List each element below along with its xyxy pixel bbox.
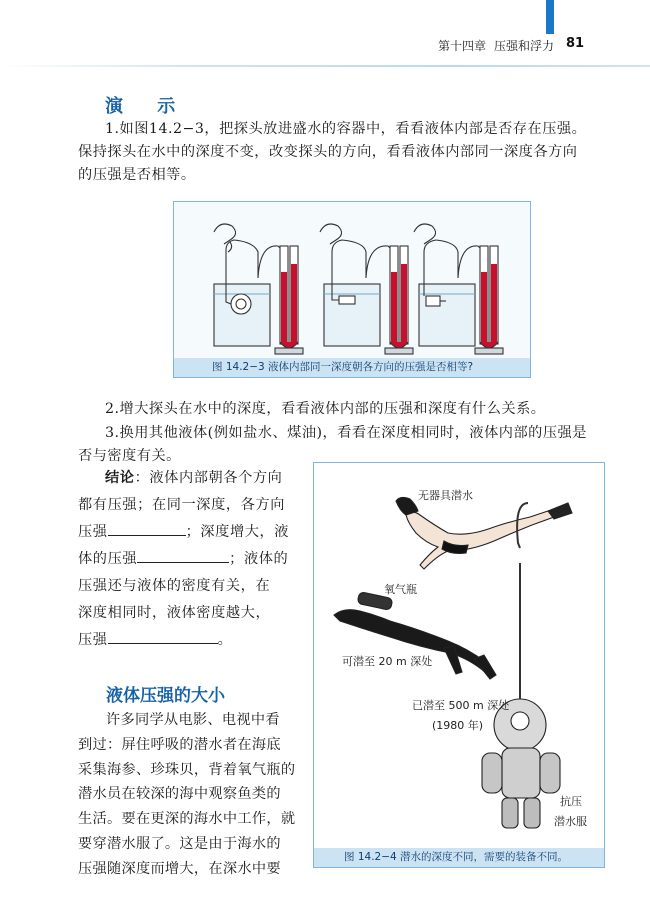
body-line: 许多同学从电影、电视中看 [106, 712, 280, 728]
conclusion-line4b: ；液体的 [229, 551, 289, 567]
demo-p1-line1: 1.如图14.2−3，把探头放进盛水的容器中，看看液体内部是否存在压强。 [105, 121, 587, 137]
conclusion-line3a: 压强 [78, 524, 108, 540]
pressure-probe-illustration [174, 202, 530, 377]
chapter-number: 第十四章 [438, 39, 487, 53]
demo-p1-line2: 保持探头在水中的深度不变，改变探头的方向，看看液体内部同一深度各方向 [78, 144, 578, 160]
fill-in-blank-2[interactable] [137, 547, 229, 563]
chapter-title: 压强和浮力 [494, 39, 555, 53]
section-heading-liquid-pressure: 液体压强的大小 [106, 686, 225, 706]
label-20m-depth: 可潜至 20 m 深处 [342, 655, 433, 668]
label-year-1980: (1980 年) [432, 719, 484, 732]
fill-in-blank-1[interactable] [108, 520, 186, 536]
demo-p3-line1: 3.换用其他液体(例如盐水、煤油)，看看在深度相同时，液体内部的压强是 [105, 425, 587, 441]
conclusion-line7a: 压强 [78, 632, 108, 648]
label-500m-depth: 已潜至 500 m 深处 [412, 699, 510, 712]
label-diving-suit: 潜水服 [554, 815, 587, 828]
conclusion-block [78, 465, 304, 654]
body-line: 要穿潜水服了。这是由于海水的 [78, 835, 281, 852]
label-oxygen-tank: 氧气瓶 [384, 583, 417, 596]
body-line: 采集海参、珍珠贝，背着氧气瓶的 [78, 761, 296, 778]
body-line: 潜水员在较深的海中观察鱼类的 [78, 786, 281, 803]
body-line: 压强随深度而增大，在深水中要 [78, 860, 281, 877]
running-header [438, 37, 562, 54]
conclusion-line3b: ；深度增大，液 [185, 524, 290, 540]
demo-heading: 演 示 [105, 96, 190, 117]
label-free-diving: 无器具潜水 [418, 489, 473, 502]
body-line: 到过：屏住呼吸的潜水者在海底 [78, 736, 281, 753]
conclusion-line6: 深度相同时，液体密度越大， [78, 605, 271, 621]
demo-p2: 2.增大探头在水中的深度，看看液体内部的压强和深度有什么关系。 [105, 401, 546, 417]
body-line: 生活。要在更深的海水中工作，就 [78, 811, 296, 828]
chapter-tab [546, 0, 554, 34]
demo-p1-line3: 的压强是否相等。 [78, 167, 196, 183]
figure-14-2-3 [173, 201, 531, 378]
conclusion-line1: ：液体内部朝各个方向 [134, 470, 283, 486]
conclusion-label: 结论 [105, 470, 135, 486]
label-pressure-resistant: 抗压 [560, 795, 582, 808]
figure-14-2-3-caption: 图 14.2−3 液体内部同一深度朝各方向的压强是否相等? [174, 358, 530, 377]
page-number: 81 [566, 36, 585, 51]
demo-p3-line2: 否与密度有关。 [78, 448, 181, 464]
header-rule [0, 65, 650, 67]
conclusion-line4a: 体的压强 [78, 551, 138, 567]
conclusion-line2: 都有压强；在同一深度，各方向 [78, 497, 286, 513]
conclusion-line7b: 。 [217, 632, 233, 648]
fill-in-blank-3[interactable] [108, 628, 218, 644]
figure-14-2-4-caption: 图 14.2−4 潜水的深度不同，需要的装备不同。 [314, 848, 604, 867]
section2-body [78, 708, 302, 882]
figure-14-2-4 [313, 462, 605, 868]
conclusion-line5: 压强还与液体的密度有关，在 [78, 578, 271, 594]
